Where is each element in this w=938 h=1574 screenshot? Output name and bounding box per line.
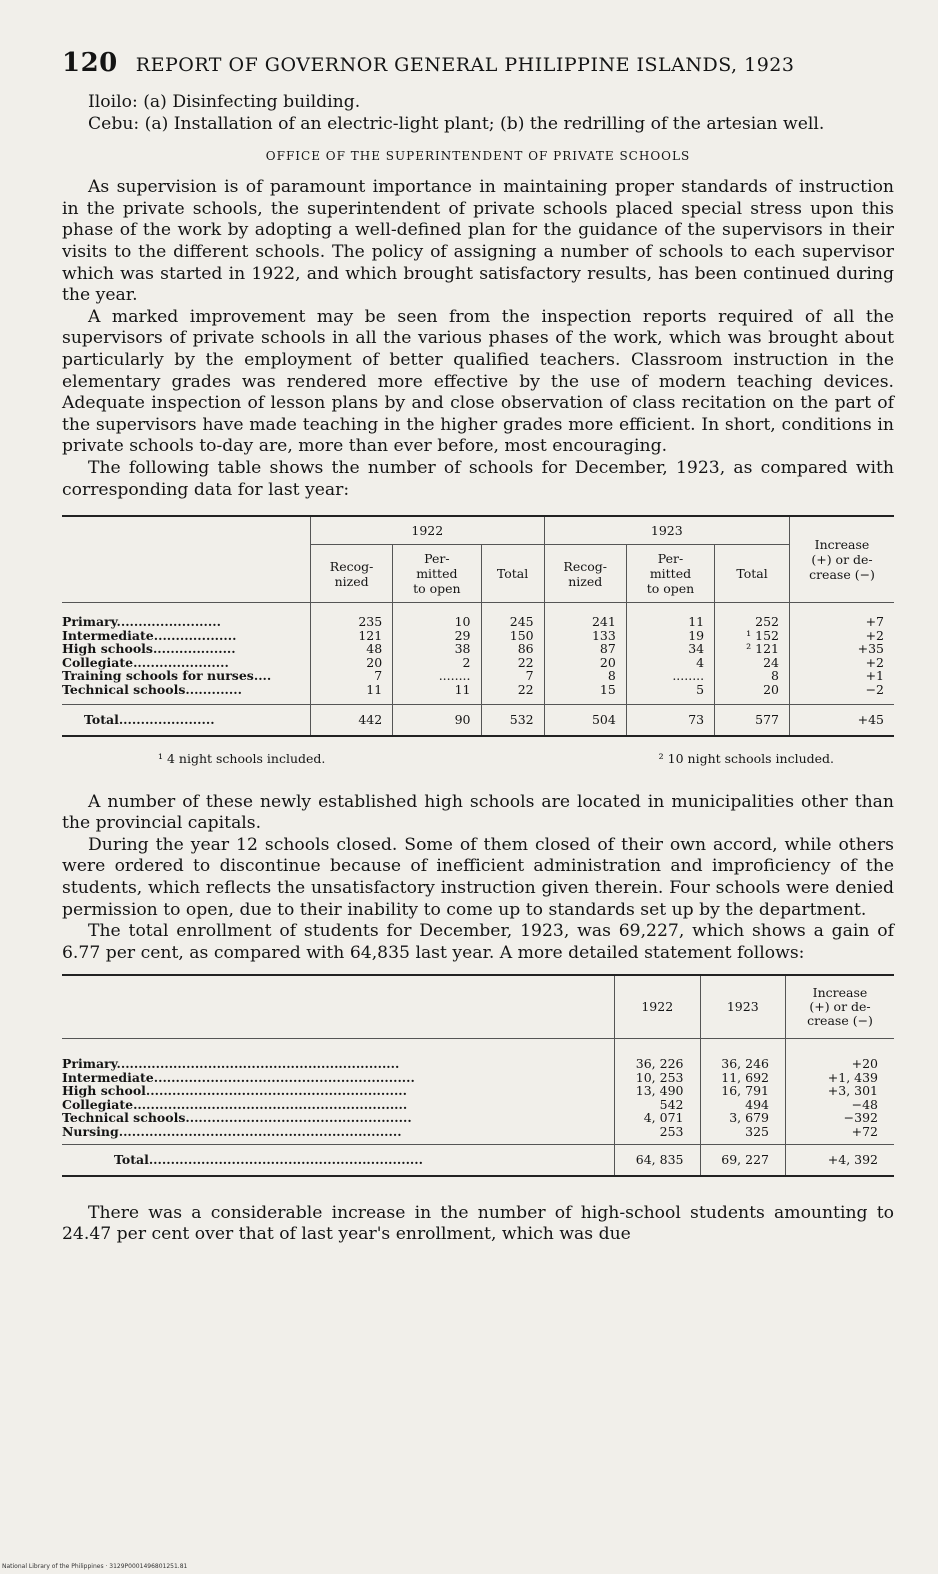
paragraph-enrollment: The total enrollment of students for December, 1923, was 69,227, which shows a gain of 6.77 per cent, as compared with 64,835 last year. A more detailed statement follows: [62, 921, 894, 963]
total-row: Total............................................................... 64, 835 69, 227 +4, 392 [62, 1145, 894, 1176]
cell: 325 [700, 1125, 786, 1145]
cell: 38 [393, 642, 481, 656]
row-label: Intermediate [62, 1069, 154, 1085]
cell: 90 [393, 705, 481, 736]
cell: 442 [311, 705, 393, 736]
footnote-1: ¹ 4 night schools included. [158, 750, 326, 766]
cell: +2 [790, 656, 895, 670]
permitted-1923-header: Per- mitted to open [626, 545, 714, 603]
cell: +45 [790, 705, 895, 736]
cell: 252 [715, 603, 790, 629]
row-label: Technical schools [62, 681, 186, 697]
cell: +2 [790, 629, 895, 643]
cell: 73 [626, 705, 714, 736]
section-heading: OFFICE OF THE SUPERINTENDENT OF PRIVATE SCHOOLS [265, 149, 691, 164]
row-label: Technical schools [62, 1110, 186, 1126]
blank-header [62, 975, 615, 1039]
cell: 13, 490 [615, 1084, 701, 1098]
cell: 121 [311, 629, 393, 643]
cell: +72 [786, 1125, 895, 1145]
table-footnotes [62, 751, 894, 766]
cebu-line: Cebu: (a) Installation of an electric-light plant; (b) the redrilling of the artesian well. [88, 113, 825, 134]
cell: 20 [544, 656, 626, 670]
cell: 86 [481, 642, 544, 656]
total-label: Total [114, 1152, 149, 1168]
cell: 69, 227 [700, 1145, 786, 1176]
cell: 19 [626, 629, 714, 643]
cell: +7 [790, 603, 895, 629]
cell: 8 [544, 669, 626, 683]
paragraph-closing: There was a considerable increase in the number of high-school students amounting to 24.47 per cent over that of last year's enrollment, which was due [62, 1202, 894, 1245]
permitted-1922-header: Per- mitted to open [393, 545, 481, 603]
cell: 15 [544, 683, 626, 705]
table-row: Collegiate............................................................... 542 494 −48 [62, 1098, 894, 1112]
total-row: Total...................... 442 90 532 504 73 577 +45 [62, 705, 894, 736]
paragraph-closed: During the year 12 schools closed. Some of them closed of their own accord, while others were ordered to discontinue because of inefficient administration and improficiency of the students, which reflects the unsatisfactory instruction given therein. Four schools were denied permission to open, due to their inability to come up to standards set up by the department. [62, 834, 894, 920]
recognized-1923-header: Recog- nized [544, 545, 626, 603]
footnote-2: ² 10 night schools included. [658, 750, 834, 766]
blank-header [62, 516, 311, 603]
table-row: Nursing................................................................. 253 325 +72 [62, 1125, 894, 1145]
cell: 10, 253 [615, 1071, 701, 1085]
col-1922-header: 1922 [615, 975, 701, 1039]
cell: 87 [544, 642, 626, 656]
year-1923-header: 1923 [544, 516, 789, 545]
cell: +20 [786, 1039, 895, 1071]
library-watermark: National Library of the Philippines · 3129P0001496801251.81 [2, 1563, 188, 1570]
header-title: REPORT OF GOVERNOR GENERAL PHILIPPINE ISLANDS, 1923 [135, 54, 795, 76]
cell: +35 [790, 642, 895, 656]
cell: 542 [615, 1098, 701, 1112]
cell: 150 [481, 629, 544, 643]
cell: 5 [626, 683, 714, 705]
cell: 253 [615, 1125, 701, 1145]
cell: 3, 679 [700, 1111, 786, 1125]
cell-dotted: ........ [393, 669, 481, 683]
row-label: Primary [62, 614, 117, 630]
cell: 2 [393, 656, 481, 670]
paragraph-supervision: As supervision is of paramount importance in maintaining proper standards of instruction in the private schools, the superintendent of private schools placed special stress upon this phase of the work by adopting a well-defined plan for the guidance of the supervisors in their visits to the different schools. The policy of assigning a number of schools to each supervisor which was started in 1922, and which brought satisfactory results, has been continued during the year. [62, 177, 894, 306]
cell: −392 [786, 1111, 895, 1125]
year-1922-header: 1922 [311, 516, 545, 545]
cell: 4 [626, 656, 714, 670]
paragraph-municipalities: A number of these newly established high schools are located in municipalities other than the provincial capitals. [62, 791, 894, 834]
table-row: Technical schools.................................................... 4, 071 3, 679 −392 [62, 1111, 894, 1125]
cell: 8 [715, 669, 790, 683]
cell: ¹ 152 [715, 629, 790, 643]
recognized-1922-header: Recog- nized [311, 545, 393, 603]
cell: 11, 692 [700, 1071, 786, 1085]
cell-dotted: ........ [626, 669, 714, 683]
document-page [62, 48, 894, 1246]
enrollment-table [62, 974, 894, 1177]
cell: 133 [544, 629, 626, 643]
cell: 504 [544, 705, 626, 736]
row-label: Nursing [62, 1123, 119, 1139]
cell: 11 [311, 683, 393, 705]
table-row: Technical schools............. 11 11 22 15 5 20 −2 [62, 683, 894, 705]
cell: 11 [393, 683, 481, 705]
change-header: Increase (+) or de- crease (−) [790, 516, 895, 603]
cell: 10 [393, 603, 481, 629]
cell: 4, 071 [615, 1111, 701, 1125]
cell: ² 121 [715, 642, 790, 656]
paragraph-improvement: A marked improvement may be seen from the inspection reports required of all the supervisors of private schools in all the various phases of the work, which was brought about particularly by the employment of better qualified teachers. Classroom instruction in the elementary grades was rendered more effective by the use of modern teaching devices. Adequate inspection of lesson plans by and close observation of class recitation on the part of the supervisors have made teaching in the higher grades more efficient. In short, conditions in private schools to-day are, more than ever before, most encouraging. [62, 306, 894, 457]
schools-table [62, 515, 894, 737]
cell: 22 [481, 656, 544, 670]
total-1923-header: Total [715, 545, 790, 603]
cell: 245 [481, 603, 544, 629]
change-header: Increase (+) or de- crease (−) [786, 975, 895, 1039]
iloilo-line: Iloilo: (a) Disinfecting building. [88, 92, 361, 112]
table-row: Training schools for nurses.... 7 ........ 7 8 ........ 8 +1 [62, 669, 894, 683]
row-label: Collegiate [62, 654, 134, 670]
cell: 20 [311, 656, 393, 670]
cell: 7 [311, 669, 393, 683]
cell: 20 [715, 683, 790, 705]
row-label: High school [62, 1083, 146, 1099]
row-label: Training schools for nurses [62, 668, 254, 684]
running-header [62, 48, 894, 78]
cell: 532 [481, 705, 544, 736]
paragraph-table-intro: The following table shows the number of schools for December, 1923, as compared with corresponding data for last year: [62, 457, 894, 500]
col-1923-header: 1923 [700, 975, 786, 1039]
cell: 64, 835 [615, 1145, 701, 1176]
cell: +1 [790, 669, 895, 683]
cell: 7 [481, 669, 544, 683]
cell: 34 [626, 642, 714, 656]
table-row: Collegiate...................... 20 2 22 20 4 24 +2 [62, 656, 894, 670]
row-label: Intermediate [62, 627, 154, 643]
row-label: High schools [62, 641, 153, 657]
cell: 577 [715, 705, 790, 736]
table-row: High schools................... 48 38 86 87 34 ² 121 +35 [62, 642, 894, 656]
total-label: Total [84, 712, 119, 728]
cell: 11 [626, 603, 714, 629]
cell: 22 [481, 683, 544, 705]
table-row: High school............................................................ 13, 490 16, 791 +3, 301 [62, 1084, 894, 1098]
table-row: Primary........................ 235 10 245 241 11 252 +7 [62, 603, 894, 629]
total-1922-header: Total [481, 545, 544, 603]
cell: +1, 439 [786, 1071, 895, 1085]
page-number: 120 [62, 48, 118, 78]
cell: −2 [790, 683, 895, 705]
cell: 16, 791 [700, 1084, 786, 1098]
cell: +3, 301 [786, 1084, 895, 1098]
cell: 36, 246 [700, 1039, 786, 1071]
cell: 494 [700, 1098, 786, 1112]
cell: 24 [715, 656, 790, 670]
cell: +4, 392 [786, 1145, 895, 1176]
row-label: Collegiate [62, 1096, 134, 1112]
cell: 235 [311, 603, 393, 629]
cell: 241 [544, 603, 626, 629]
row-label: Primary [62, 1056, 117, 1072]
cell: 48 [311, 642, 393, 656]
cell: −48 [786, 1098, 895, 1112]
table-row: Intermediate............................................................ 10, 253 11, 692 +1, 439 [62, 1071, 894, 1085]
cell: 29 [393, 629, 481, 643]
cell: 36, 226 [615, 1039, 701, 1071]
table-row: Primary................................................................. 36, 226 36, 246 +20 [62, 1039, 894, 1071]
table-row: Intermediate................... 121 29 150 133 19 ¹ 152 +2 [62, 629, 894, 643]
